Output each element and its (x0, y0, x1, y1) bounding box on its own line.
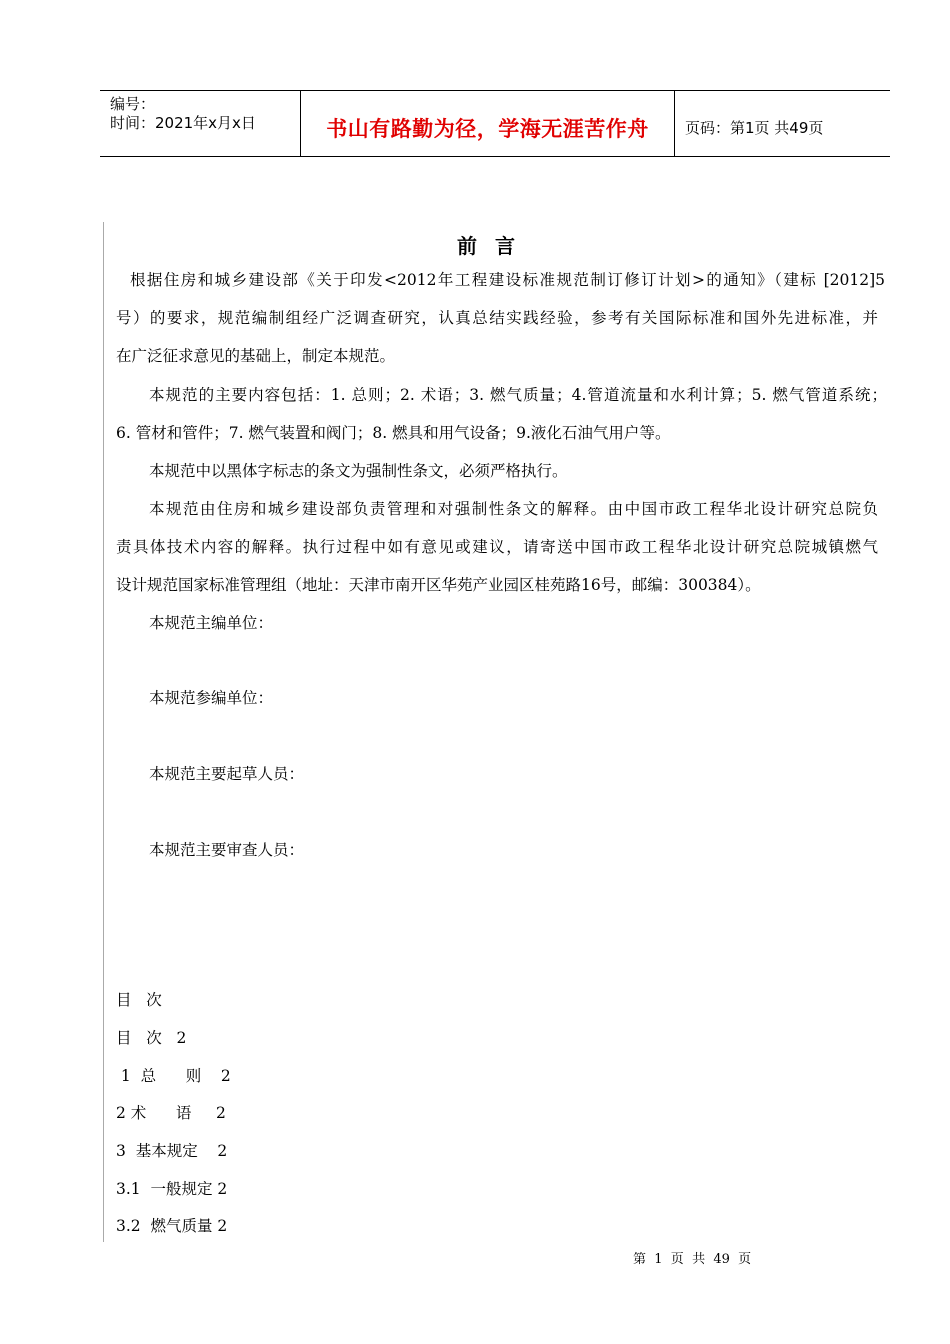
header-page-cell (675, 91, 890, 157)
header-page-number: 页码：第1页 共49页 (685, 119, 824, 137)
page-footer: 第 1 页 共 49 页 (633, 1252, 752, 1267)
toc-item[interactable]: 目 次 2 (116, 1029, 187, 1047)
paragraph-line: 本规范由住房和城乡建设部负责管理和对强制性条文的解释。由中国市政工程华北设计研究总院负 (149, 500, 878, 518)
drafters-label: 本规范主要起草人员： (149, 765, 305, 783)
toc-item[interactable]: 3.2 燃气质量 2 (116, 1217, 228, 1235)
paragraph-line: 6. 管材和管件；7. 燃气装置和阀门；8. 燃具和用气设备；9.液化石油气用户等。 (116, 424, 671, 442)
motto-text: 书山有路勤为径，学海无涯苦作舟 (326, 117, 649, 141)
chief-editor-unit-label: 本规范主编单位： (149, 614, 274, 632)
paragraph-line: 设计规范国家标准管理组（地址：天津市南开区华苑产业园区桂苑路16号，邮编：300384）。 (116, 576, 761, 594)
document-time-label: 时间：2021年x月x日 (110, 114, 256, 132)
page-title: 前言 (457, 234, 533, 258)
toc-item[interactable]: 3.1 一般规定 2 (116, 1180, 228, 1198)
toc-heading: 目 次 (116, 991, 162, 1009)
paragraph-line: 在广泛征求意见的基础上，制定本规范。 (116, 347, 396, 365)
paragraph-line: 本规范中以黑体字标志的条文为强制性条文，必须严格执行。 (149, 462, 568, 480)
paragraph-line: 责具体技术内容的解释。执行过程中如有意见或建议，请寄送中国市政工程华北设计研究总院城镇燃气 (116, 538, 878, 556)
co-editor-unit-label: 本规范参编单位： (149, 689, 274, 707)
document-number-label: 编号： (110, 95, 156, 113)
paragraph-line: 号）的要求，规范编制组经广泛调查研究，认真总结实践经验，参考有关国际标准和国外先进标准，并 (116, 309, 878, 327)
header-info-cell (100, 91, 301, 157)
paragraph-line: 本规范的主要内容包括：1. 总则；2. 术语；3. 燃气质量；4.管道流量和水利计算；5. 燃气管道系统； (149, 386, 887, 404)
page-header (100, 90, 890, 157)
toc-item[interactable]: 1 总 则 2 (116, 1067, 231, 1085)
header-motto-cell (301, 91, 675, 157)
left-margin-rule (103, 222, 104, 1242)
toc-item[interactable]: 3 基本规定 2 (116, 1142, 228, 1160)
toc-item[interactable]: 2 术 语 2 (116, 1104, 226, 1122)
paragraph-line: 根据住房和城乡建设部《关于印发<2012年工程建设标准规范制订修订计划>的通知》（建标 [2012]5 (130, 271, 885, 289)
reviewers-label: 本规范主要审查人员： (149, 841, 305, 859)
